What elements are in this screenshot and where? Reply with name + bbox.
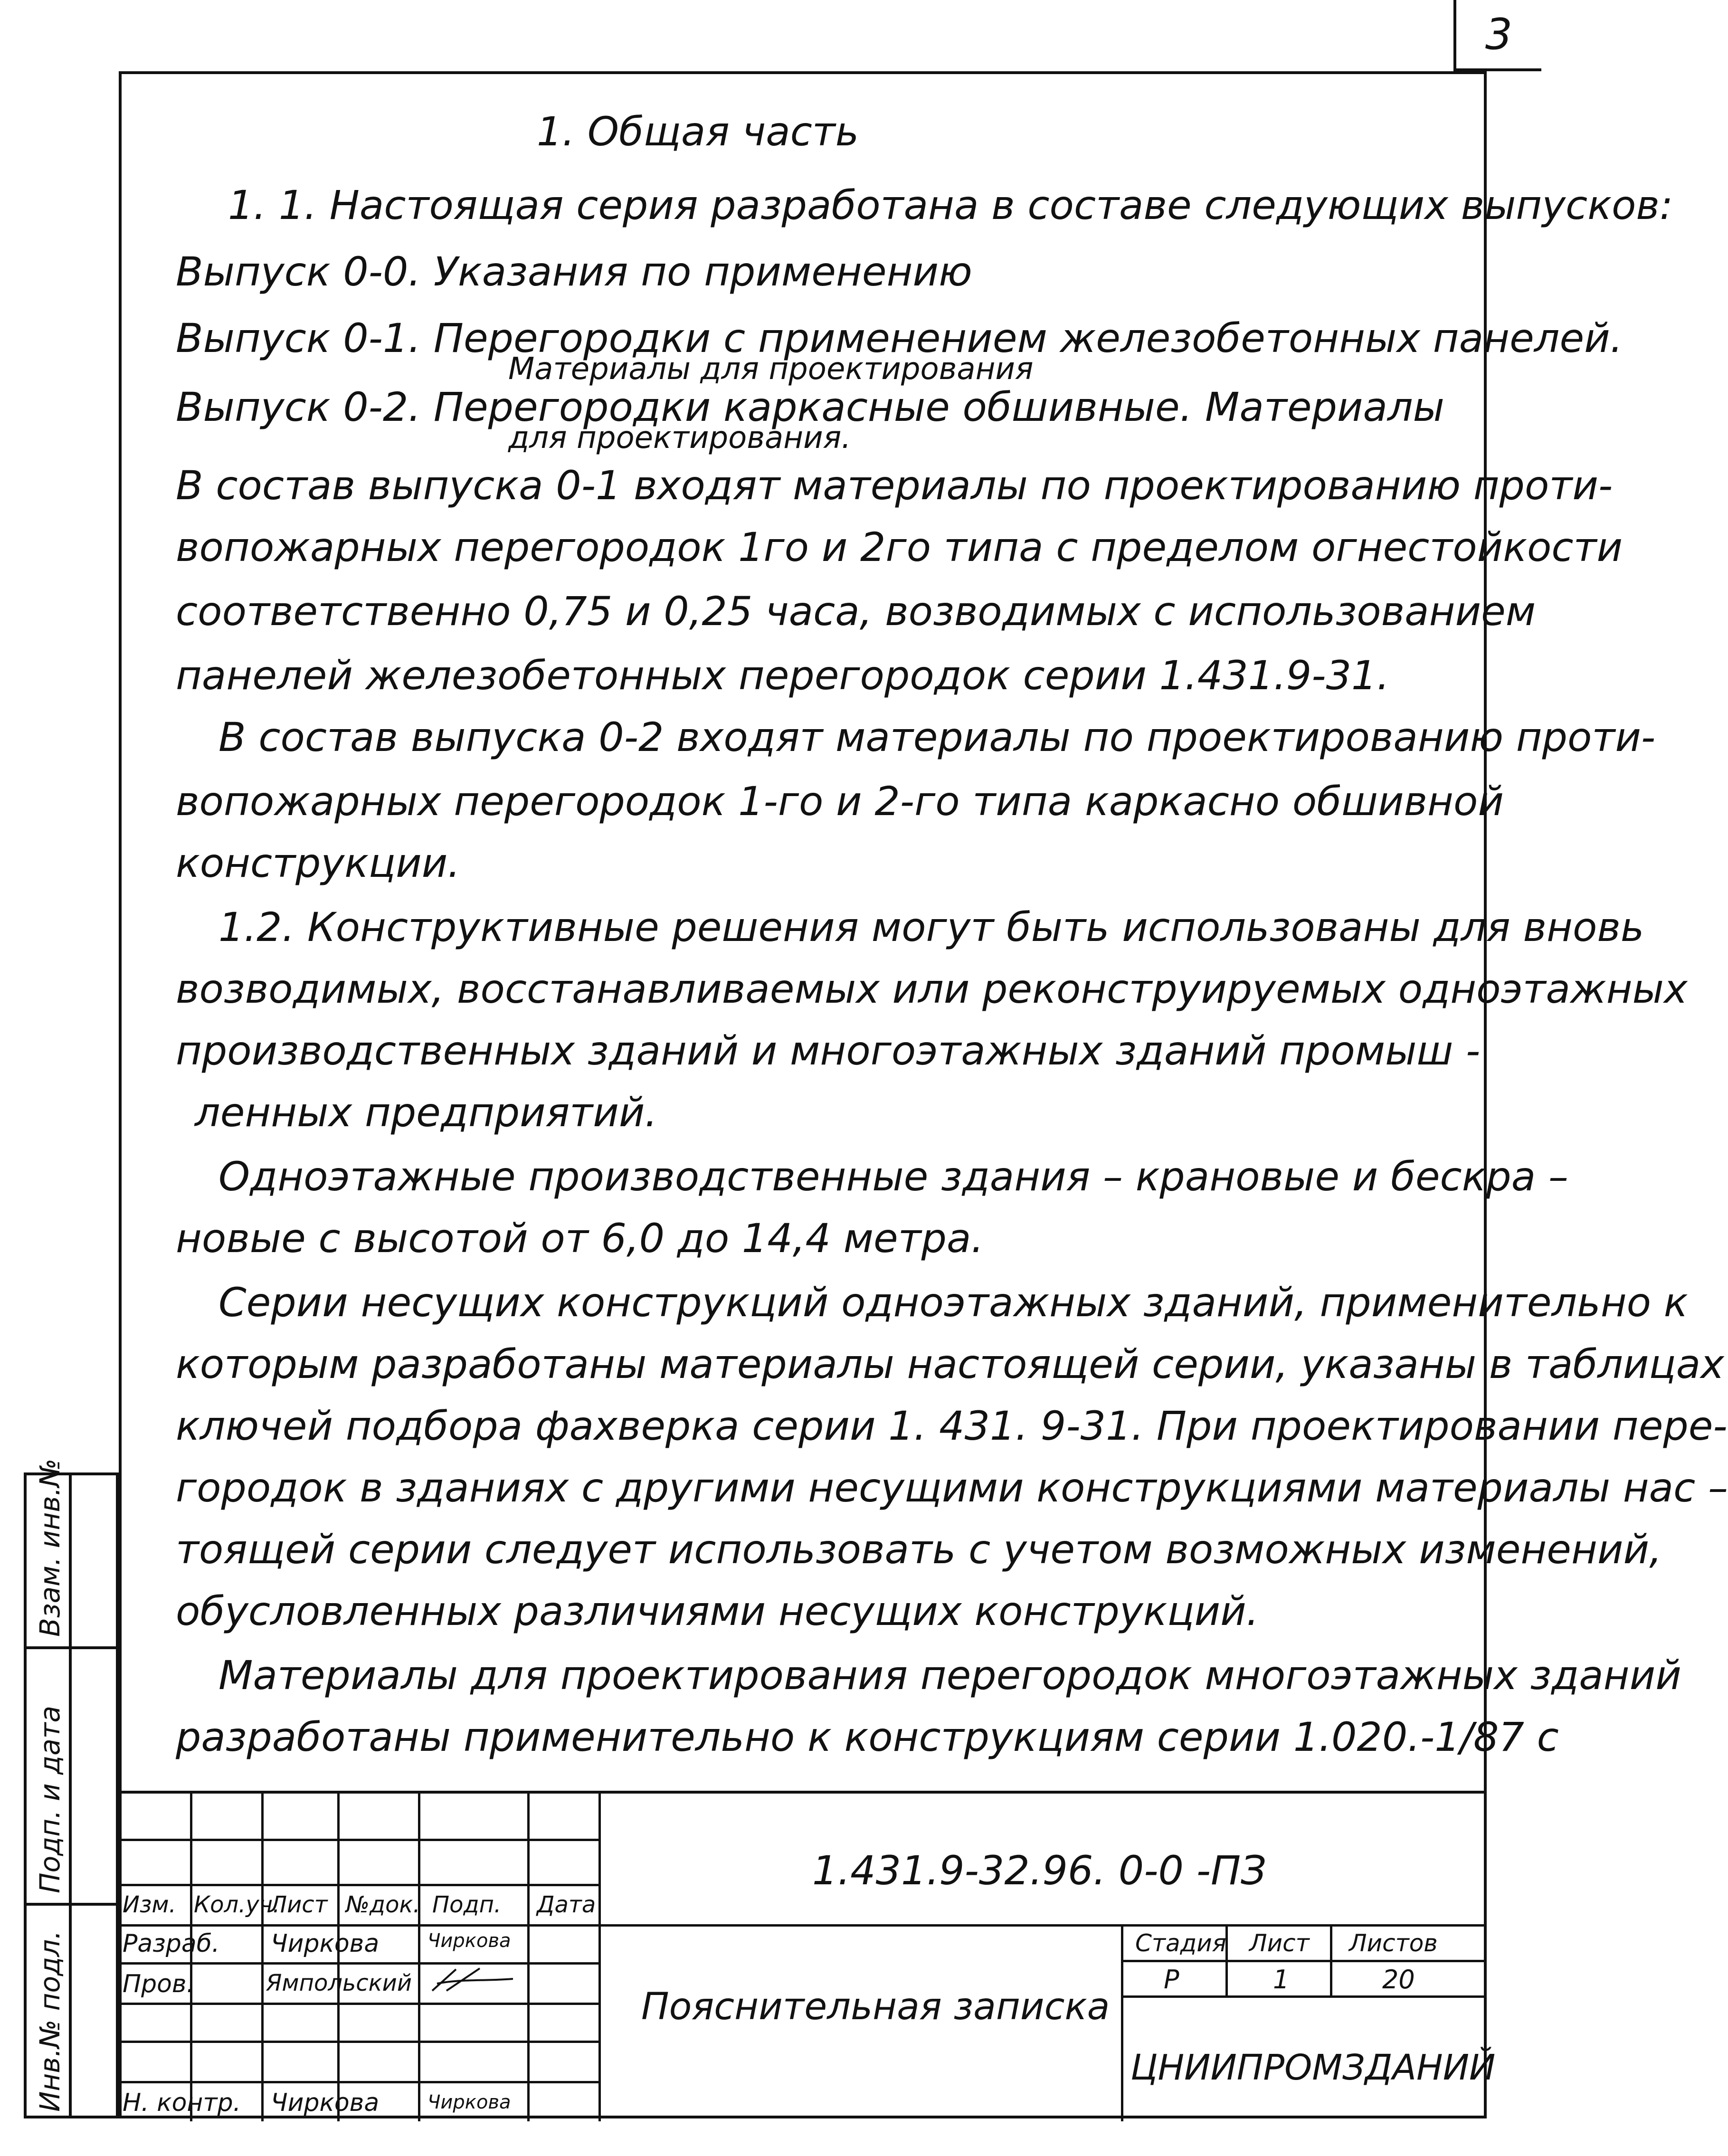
text-line: Выпуск 0-2. Перегородки каркасные обшивные. Материалы <box>176 384 1444 430</box>
header-sign: Подп. <box>432 1891 502 1918</box>
stage-label: Стадия <box>1135 1929 1226 1957</box>
header-izm: Изм. <box>123 1891 176 1918</box>
grid-line <box>119 1839 598 1841</box>
text-line: новые с высотой от 6,0 до 14,4 метра. <box>176 1215 984 1262</box>
inv-no-label: Инв.№ подл. <box>34 1930 66 2112</box>
title-block <box>119 1791 1496 2118</box>
grid-line <box>1121 1960 1487 1962</box>
name-developer: Чиркова <box>271 1929 380 1958</box>
section-title: 1. Общая часть <box>537 108 859 155</box>
name-checker: Ямпольский <box>266 1970 412 1996</box>
sign-date-label: Подп. и дата <box>34 1705 66 1893</box>
grid-line <box>598 1794 601 2121</box>
text-line: Материалы для проектирования <box>508 351 1034 387</box>
strip-divider <box>27 1903 116 1906</box>
grid-line <box>527 1794 530 2121</box>
document-code: 1.431.9-32.96. 0-0 -ПЗ <box>812 1847 1267 1894</box>
grid-line <box>119 2041 598 2043</box>
page-number-box <box>1453 0 1541 71</box>
text-line: ключей подбора фахверка серии 1. 431. 9-31. При проектировании пере- <box>176 1403 1728 1449</box>
role-norm-control: Н. контр. <box>123 2089 241 2117</box>
text-line: В состав выпуска 0-1 входят материалы по проектированию проти- <box>176 462 1613 509</box>
text-line: которым разработаны материалы настоящей серии, указаны в таблицах <box>176 1341 1724 1387</box>
signature-developer: Чиркова <box>427 1930 511 1952</box>
text-line: Выпуск 0-0. Указания по применению <box>176 248 972 295</box>
grid-line <box>119 2081 598 2083</box>
text-line: Материалы для проектирования перегородок многоэтажных зданий <box>218 1652 1681 1699</box>
grid-line <box>119 1962 598 1965</box>
organization-name: ЦНИИПРОМЗДАНИЙ <box>1130 2047 1496 2088</box>
text-line: Одноэтажные производственные здания – крановые и бескра – <box>218 1153 1568 1200</box>
header-list: Лист <box>270 1891 328 1918</box>
header-doc-no: №док. <box>346 1891 420 1918</box>
text-line: городок в зданиях с другими несущими конструкциями материалы нас – <box>176 1464 1728 1511</box>
grid-line <box>1121 1995 1487 1998</box>
text-line: производственных зданий и многоэтажных зданий промыш - <box>176 1027 1481 1074</box>
strip-divider <box>27 1646 116 1649</box>
text-line: 1.2. Конструктивные решения могут быть использованы для вновь <box>218 904 1644 950</box>
sheet-value: 1 <box>1273 1965 1290 1995</box>
text-line: ленных предприятий. <box>195 1089 658 1136</box>
grid-line <box>119 1924 1487 1927</box>
text-line: 1. 1. Настоящая серия разработана в составе следующих выпусков: <box>228 182 1673 228</box>
text-line: вопожарных перегородок 1-го и 2-го типа каркасно обшивной <box>176 778 1504 825</box>
explanatory-text <box>176 90 1728 1760</box>
text-line: для проектирования. <box>508 420 851 456</box>
grid-line <box>418 1794 420 2121</box>
stage-value: Р <box>1164 1965 1179 1995</box>
document-title: Пояснительная записка <box>641 1985 1110 2028</box>
role-developer: Разраб. <box>123 1929 220 1958</box>
text-line: разработаны применительно к конструкциям серии 1.020.-1/87 с <box>176 1714 1559 1760</box>
role-checker: Пров. <box>123 1970 195 1998</box>
text-line: конструкции. <box>176 840 460 886</box>
name-norm-control: Чиркова <box>271 2089 380 2117</box>
signature-checker-mark <box>427 1965 518 1998</box>
text-line: панелей железобетонных перегородок серии 1.431.9-31. <box>176 652 1390 699</box>
text-line: обусловленных различиями несущих конструкций. <box>176 1588 1259 1634</box>
grid-line <box>1121 1924 1123 2121</box>
page-number: 3 <box>1485 9 1513 59</box>
text-line: Серии несущих конструкций одноэтажных зданий, применительно к <box>218 1279 1688 1326</box>
text-line: соответственно 0,75 и 0,25 часа, возводимых с использованием <box>176 588 1536 635</box>
grid-line <box>119 1884 598 1886</box>
text-line: В состав выпуска 0-2 входят материалы по проектированию проти- <box>218 714 1656 760</box>
signature-norm-control: Чиркова <box>427 2091 511 2113</box>
header-date: Дата <box>537 1891 596 1918</box>
sheet-label: Лист <box>1249 1929 1310 1957</box>
sheets-value: 20 <box>1382 1965 1415 1995</box>
text-line: вопожарных перегородок 1го и 2го типа с пределом огнестойкости <box>176 524 1623 570</box>
grid-line <box>119 2003 598 2005</box>
sheets-label: Листов <box>1349 1929 1438 1957</box>
grid-line <box>261 1794 264 2121</box>
text-line: Выпуск 0-1. Перегородки с применением железобетонных панелей. <box>176 315 1623 361</box>
replace-inv-label: Взам. инв.№ <box>34 1458 66 1637</box>
binding-strip <box>24 1458 119 2118</box>
text-line: тоящей серии следует использовать с учетом возможных изменений, <box>176 1526 1662 1573</box>
header-kol-uch: Кол.уч. <box>194 1891 280 1918</box>
text-line: возводимых, восстанавливаемых или реконструируемых одноэтажных <box>176 966 1688 1012</box>
